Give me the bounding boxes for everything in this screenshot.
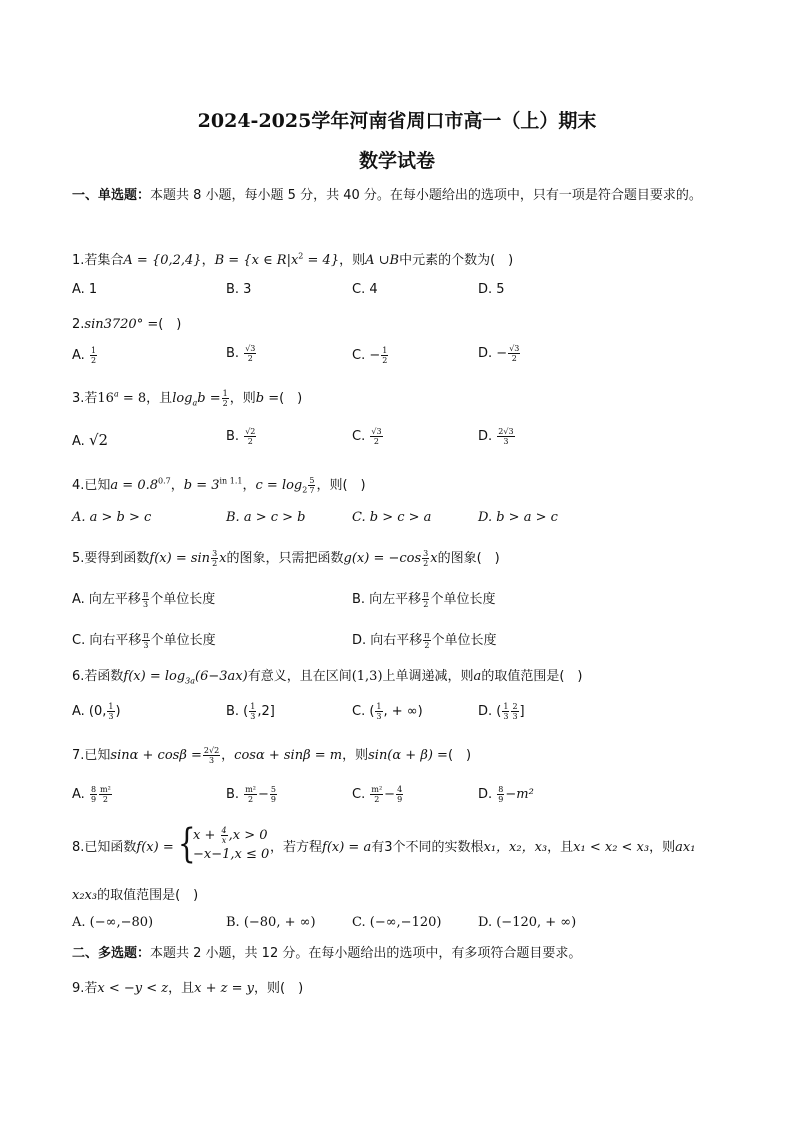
question-8-option-d: D. (−120, + ∞) (478, 915, 577, 930)
question-5-option-c: C. 向右平移 $\frac{\pi}{3}$ 个单位长度 (72, 631, 216, 650)
question-5-option-a: A. 向左平移 $\frac{\pi}{3}$ 个单位长度 (72, 590, 216, 609)
section-1-prefix: 一、单选题： (72, 188, 151, 203)
question-8-stem-cont: ，若方程f(x) = a有3个不同的实数根x₁，x₂，x₃，且x₁ < x₂ < x₃，则ax₁ (270, 840, 696, 855)
question-1-option-c: C. 4 (352, 282, 378, 297)
question-7-option-c: C. $\frac{\text{m²}}{2}$ − $\frac{4}{9}$ (352, 785, 403, 804)
question-9-stem: 9.若x < −y < z，且x + z = y，则( ) (72, 981, 304, 996)
question-4-stem: 4.已知$a = 0.8^{0.7}$，$b = 3^{in 1.1}$，$c = \log_2$ $\frac{5}{7}$ ，则( ) (72, 476, 366, 495)
question-7-option-d: D. $\frac{8}{9}$ −m² (478, 785, 534, 804)
question-2-option-c: C. − $\frac{1}{2}$ (352, 346, 388, 365)
question-4-option-c: C. b > c > a (352, 510, 432, 525)
question-3-option-b: B. $\frac{√2}{2}$ (226, 427, 256, 446)
question-1-option-a: A. 1 (72, 282, 98, 297)
question-1-option-d: D. 5 (478, 282, 505, 297)
question-5-option-d: D. 向右平移 $\frac{\pi}{2}$ 个单位长度 (352, 631, 497, 650)
question-3-option-a: A. √2 (72, 431, 109, 449)
piecewise-row-2: −x−1,x ≤ 0 (193, 847, 270, 862)
question-4-option-a: A. a > b > c (72, 510, 152, 525)
question-4-option-b: B. a > c > b (226, 510, 306, 525)
question-7-option-b: B. $\frac{\text{m²}}{2}$ − $\frac{5}{9}$ (226, 785, 276, 804)
question-2-option-d: D. − $\frac{√3}{2}$ (478, 344, 520, 363)
question-1-stem: 1.若集合A = {0,2,4}，B = {x ∈ $R|x^2 = 4$}，则A ∪B中元素的个数为( ) (72, 251, 514, 268)
section-1-instructions (72, 181, 727, 211)
question-8-option-a: A. (−∞,−80) (72, 915, 154, 930)
exam-title: 2024-2025学年河南省周口市高一（上）期末 (197, 110, 597, 132)
question-7-option-a: A. $\frac{8}{9}$ $\frac{\text{m²}}{2}$ (72, 785, 111, 804)
question-6-option-c: C. ( $\frac{1}{3}$ , + ∞) (352, 702, 423, 721)
question-5-option-b: B. 向左平移 $\frac{\pi}{2}$ 个单位长度 (352, 590, 496, 609)
question-6-option-d: D. ( $\frac{1}{3}$ $\frac{2}{3}$ ] (478, 702, 525, 721)
question-2-option-b: B. $\frac{√3}{2}$ (226, 344, 256, 363)
section-2-instructions (72, 939, 727, 969)
question-6-option-b: B. ( $\frac{1}{3}$ ,2] (226, 702, 275, 721)
question-6-option-a: A. (0, $\frac{1}{3}$ ) (72, 702, 121, 721)
piecewise-row-1: x + $\frac{4}{x}$ ,x > 0 (193, 826, 268, 845)
question-8-option-b: B. (−80, + ∞) (226, 915, 316, 930)
question-5-stem: 5.要得到函数f(x) = sin $\frac{3}{2}$ x的图象，只需把函数g(x) = −cos $\frac{3}{2}$ x的图象( ) (72, 549, 500, 568)
piecewise-brace: { (177, 821, 196, 867)
question-3-option-c: C. $\frac{√3}{2}$ (352, 427, 382, 446)
exam-subtitle: 数学试卷 (358, 150, 435, 172)
question-2-stem: 2.sin3720° =( ) (72, 317, 182, 332)
question-8-option-c: C. (−∞,−120) (352, 915, 442, 930)
section-1-text: 本题共 8 小题，每小题 5 分，共 40 分。在每小题给出的选项中，只有一项是符合题目要求的。 (150, 188, 702, 203)
question-8-stem: 8.已知函数f(x) = (72, 840, 174, 855)
question-7-stem: 7.已知sinα + cosβ = $\frac{2√2}{3}$ ，cosα + sinβ = m，则sin(α + β) =( ) (72, 746, 472, 765)
question-8-stem-line-2: x₂x₃的取值范围是( ) (72, 888, 199, 903)
question-6-stem: 6.若函数$f(x) = \log_{3a}(6-3ax)$有意义，且在区间(1,3)上单调递减，则a的取值范围是( ) (72, 669, 583, 686)
section-2-prefix: 二、多选题： (72, 946, 151, 961)
section-2-text: 本题共 2 小题，共 12 分。在每小题给出的选项中，有多项符合题目要求。 (150, 946, 582, 961)
question-3-stem: 3.若$16^a = 8$，且$\log_ab$ = $\frac{1}{2}$ ，则b =( ) (72, 389, 303, 408)
question-3-option-d: D. $\frac{2√3}{3}$ (478, 427, 514, 446)
question-2-option-a: A. $\frac{1}{2}$ (72, 346, 97, 365)
question-1-option-b: B. 3 (226, 282, 252, 297)
question-4-option-d: D. b > a > c (478, 510, 558, 525)
